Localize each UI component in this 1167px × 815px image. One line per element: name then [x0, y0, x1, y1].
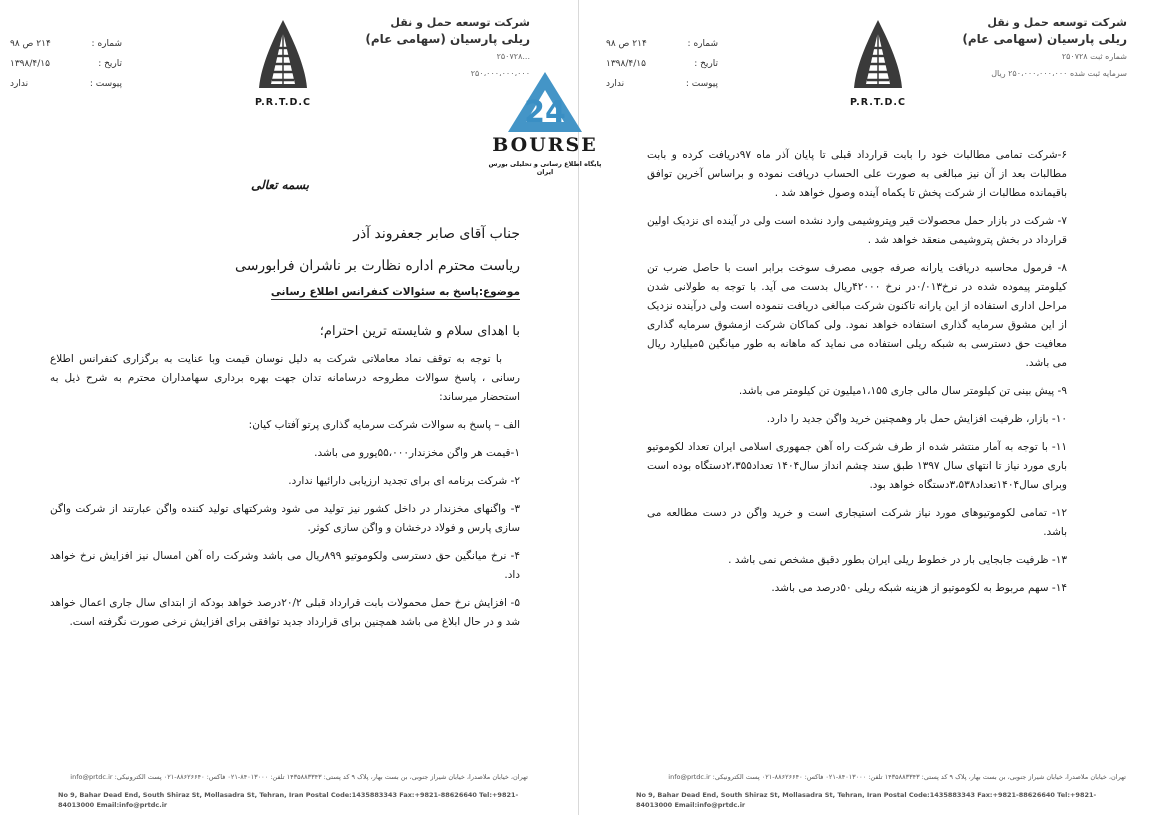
section-heading: الف – پاسخ به سوالات شرکت سرمایه گذاری پرتو آفتاب کیان: — [248, 419, 520, 431]
letter-body-right — [647, 146, 1067, 607]
list-item: ۹- پیش بینی تن کیلومتر سال مالی جاری ۱،۱۵۵میلیون تن کیلومتر می باشد. — [738, 385, 1067, 397]
company-name-line2: ریلی پارسیان (سهامی عام) — [365, 32, 530, 46]
company-header — [937, 14, 1127, 82]
list-item: ۷- شرکت در بازار حمل محصولات قیر وپتروشیمی وارد نشده است ولی در آینده ای نزدیک اولین قرارداد در بخش پتروشیمی منعقد خواهد شد . — [647, 215, 1067, 246]
company-capital: سرمایه ثبت شده ۲۵۰،۰۰۰،۰۰۰،۰۰۰ ریال — [991, 69, 1127, 78]
watermark-numerals: 24 — [524, 95, 566, 130]
bourse24-watermark — [480, 70, 610, 180]
company-capital: ۲۵۰،۰۰۰،۰۰۰،۰۰۰ — [470, 69, 530, 78]
intro-paragraph: با توجه به توقف نماد معاملاتی شرکت به دلیل نوسان قیمت وبا عنایت به برگزاری کنفرانس اطلاع رسانی ، پاسخ سوالات مطروحه درسامانه تدان جهت بهره برداری سهامداران محترم به شرح ذیل به استحضار میرساند: — [50, 353, 520, 403]
footer-address-fa: تهران، خیابان ملاصدرا، خیابان شیراز جنوبی، بن بست بهار، پلاک ۹ کد پستی: ۱۴۳۵۸۸۳۳۴۳ تلفن: ۸۴۰۱۳۰۰۰-۰۲۱ فاکس: ۸۸۶۲۶۶۴۰-۰۲۱ پست الکترونیکی: info@prtdc.ir — [668, 773, 1126, 781]
rail-logo-icon — [848, 18, 908, 94]
list-item: ۲- شرکت برنامه ای برای تجدید ارزیابی دارائیها ندارد. — [288, 475, 520, 487]
list-item: ۳- واگنهای مخزندار در داخل کشور نیز تولید می شود وشرکتهای تولید کننده واگن عبارتند از شرکت واگن سازی پارس و فولاد درخشان و واگن سازی کوثر. — [50, 503, 520, 534]
list-item: ۵- افزایش نرخ حمل محمولات بابت قرارداد قبلی ۲۰/۲درصد خواهد بودکه از ابتدای سال جاری اعمال خواهد شد و در حال ابلاغ می باشد همچنین برای قرارداد جدید توافقی برای افزایش نرخی صورت نگرفته است. — [50, 597, 520, 628]
letter-date-value: ۱۳۹۸/۴/۱۵ — [606, 59, 646, 69]
bismillah-heading: بسمه تعالی — [250, 178, 310, 192]
letter-attachment-value: ندارد — [10, 79, 29, 89]
letter-body-left — [50, 350, 520, 641]
letter-date-label: تاریخ : — [694, 59, 718, 69]
letter-number-value: ۲۱۴ ص ۹۸ — [606, 39, 647, 49]
footer-address-fa: تهران، خیابان ملاصدرا، خیابان شیراز جنوبی، بن بست بهار، پلاک ۹ کد پستی: ۱۴۳۵۸۸۳۳۴۳ تلفن: ۸۴۰۱۳۰۰۰-۰۲۱ فاکس: ۸۸۶۲۶۶۴۰-۰۲۱ پست الکترونیکی: info@prtdc.ir — [70, 773, 528, 781]
company-name-line1: شرکت توسعه حمل و نقل — [987, 16, 1127, 29]
letter-number-label: شماره : — [91, 39, 122, 49]
company-logo — [848, 18, 908, 108]
letter-attachment-label: پیوست : — [89, 79, 122, 89]
subject-text: موضوع:پاسخ به سئوالات کنفرانس اطلاع رسانی — [270, 286, 520, 298]
list-item: ۸- فرمول محاسبه دریافت یارانه صرفه جویی مصرف سوخت برابر است با حاصل ضرب تن کیلومتر پیموده شده در نرخ۰/۰۱۳در نرخ ۴۲۰۰۰ریال بدست می آید. با توجه به طولانی شدن مراحل اداری استفاده از این یارانه تاکنون شرکت مبالغی دریافت ننموده است ولی درآینده نزدیک از این مشوق سرمایه گذاری استفاده خواهد نمود. ولی کماکان شرکت ازمشوق سرمایه گذاری معافیت حق دسترسی به شبکه ریلی استفاده می نماید که ماهانه به طور میانگین ۵میلیارد ریال می باشد. — [647, 262, 1068, 369]
letter-attachment-value: ندارد — [606, 79, 625, 89]
company-registration: شماره ثبت ۲۵۰۷۲۸ — [1061, 52, 1127, 61]
letter-date-label: تاریخ : — [98, 59, 122, 69]
greeting: با اهدای سلام و شایسته ترین احترام؛ — [319, 324, 520, 339]
letter-number-value: ۲۱۴ ص ۹۸ — [10, 39, 51, 49]
company-name-line1: شرکت توسعه حمل و نقل — [390, 16, 530, 29]
letter-date-value: ۱۳۹۸/۴/۱۵ — [10, 59, 50, 69]
letter-meta — [606, 34, 718, 94]
list-item: ۱۱- با توجه به آمار منتشر شده از طرف شرکت راه آهن جمهوری اسلامی ایران تعداد لکوموتیو باری مورد نیاز تا انتهای سال ۱۳۹۷ طبق سند چشم انداز سال۱۴۰۴ تعداد۲،۳۵۵دستگاه بوده است وبرای سال۱۴۰۴تعداد۳،۵۳۸دستگاه خواهد بود. — [647, 441, 1067, 491]
logo-text: P.R.T.D.C — [849, 97, 907, 108]
letter-page-2 — [580, 0, 1167, 815]
list-item: ۱۰- بازار، ظرفیت افزایش حمل بار وهمچنین خرید واگن جدید را دارد. — [766, 413, 1067, 425]
list-item: ۱۴- سهم مربوط به لکوموتیو از هزینه شبکه ریلی ۵۰درصد می باشد. — [771, 582, 1067, 594]
recipient-title: ریاست محترم اداره نظارت بر ناشران فرابورسی — [235, 258, 520, 274]
list-item: ۱۲- تمامی لکوموتیوهای مورد نیاز شرکت استیجاری است و خرید واگن در دست مطالعه می باشد. — [647, 507, 1067, 538]
list-item: ۱۳- ظرفیت جابجایی بار در خطوط ریلی ایران بطور دقیق مشخص نمی باشد . — [728, 554, 1067, 566]
letter-number-label: شماره : — [687, 39, 718, 49]
company-logo — [253, 18, 313, 108]
company-registration: ...۲۵۰۷۲۸ — [496, 52, 530, 61]
logo-text: P.R.T.D.C — [254, 97, 312, 108]
letter-footer — [636, 772, 1126, 810]
list-item: ۱-قیمت هر واگن مخزندار۵۵،۰۰۰یورو می باشد. — [314, 447, 520, 459]
letter-attachment-label: پیوست : — [685, 79, 718, 89]
footer-address-en: No 9, Bahar Dead End, South Shiraz St, Mollasadra St, Tehran, Iran Postal Code:1435883343 Fax:+9821-88626640 Tel:+9821-84013000 Email:info@prtdc.ir — [58, 791, 519, 809]
letter-footer — [58, 772, 528, 810]
rail-logo-icon — [253, 18, 313, 94]
footer-address-en: No 9, Bahar Dead End, South Shiraz St, Mollasadra St, Tehran, Iran Postal Code:1435883343 Fax:+9821-88626640 Tel:+9821-84013000 Email:info@prtdc.ir — [636, 791, 1097, 809]
watermark-tagline: پایگاه اطلاع رسانی و تحلیلی بورس ایران — [488, 160, 602, 176]
list-item: ۴- نرخ میانگین حق دسترسی ولکوموتیو ۸۹۹ریال می باشد وشرکت راه آهن امسال نیز افزایش نرخ خواهد داد. — [50, 550, 520, 581]
recipient-name: جناب آقای صابر جعفروند آذر — [353, 226, 520, 242]
company-name-line2: ریلی پارسیان (سهامی عام) — [962, 32, 1127, 46]
letter-subject — [120, 286, 520, 298]
list-item: ۶-شرکت تمامی مطالبات خود را بابت قرارداد قبلی تا پایان آذر ماه ۹۷دریافت کرده و بابت مطالبات بعد از آن نیز مبالغی به صورت علی الحساب دریافت نموده و براساس آخرین توافق باقیمانده مطالبات از شرکت پخش تا یکماه آینده وصول خواهد شد . — [647, 149, 1067, 199]
watermark-brand: BOURSE — [492, 134, 598, 156]
letter-meta — [10, 34, 122, 94]
